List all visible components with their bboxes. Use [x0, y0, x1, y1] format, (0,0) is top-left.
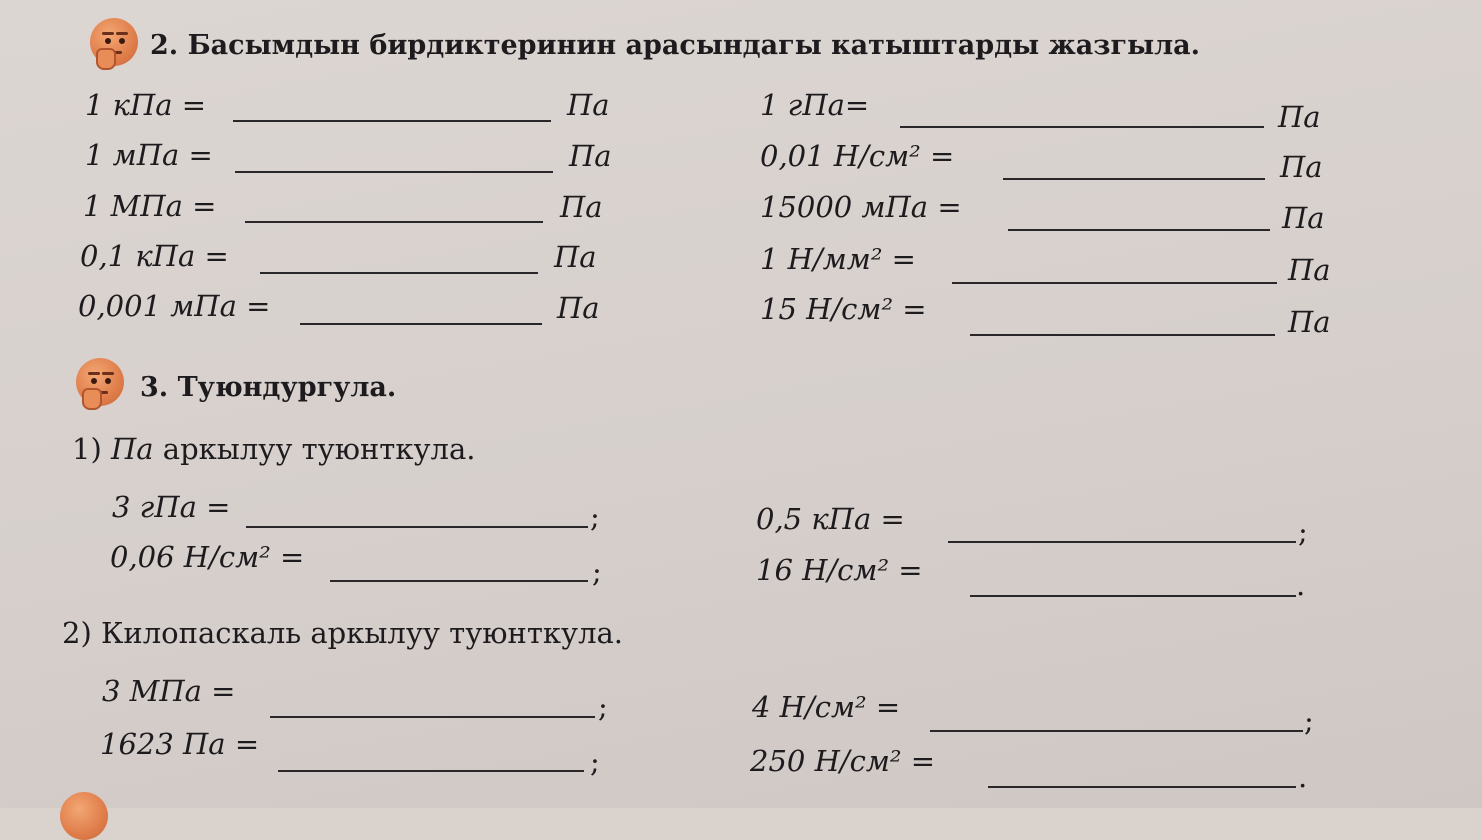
line-end-punct: . [1298, 760, 1308, 794]
sub1-unit: Па [110, 432, 154, 466]
task3-sub2-lhs-3: 1623 Па = [100, 727, 260, 761]
task3-sub1-lhs-2: 0,5 кПа = [756, 502, 905, 536]
unit-label: Па [1288, 253, 1331, 287]
answer-line[interactable] [246, 526, 588, 528]
sub1-number: 1) [72, 432, 102, 466]
task3-sub1-lhs-1: 3 гПа = [112, 490, 231, 524]
thinking-face-icon [90, 18, 138, 66]
line-end-punct: ; [590, 745, 600, 779]
task2-left-lhs-3: 1 МПа = [83, 189, 217, 223]
unit-label: Па [554, 240, 597, 274]
answer-line[interactable] [988, 786, 1296, 788]
task3-sub1-lhs-3: 0,06 Н/см² = [110, 540, 305, 574]
line-end-punct: ; [1304, 704, 1314, 738]
answer-line[interactable] [970, 334, 1275, 336]
task3-sub1-prompt [72, 432, 475, 466]
unit-label: Па [1278, 100, 1321, 134]
answer-line[interactable] [1008, 229, 1270, 231]
answer-line[interactable] [930, 730, 1303, 732]
task2-left-lhs-5: 0,001 мПа = [78, 289, 271, 323]
line-end-punct: . [1296, 568, 1306, 602]
line-end-punct: ; [1298, 515, 1308, 549]
answer-line[interactable] [260, 272, 538, 274]
task2-right-lhs-2: 0,01 Н/см² = [760, 139, 955, 173]
unit-label: Па [560, 190, 603, 224]
task2-title: 2. Басымдын бирдиктеринин арасындагы катыштарды жазгыла. [150, 30, 1201, 61]
unit-label: Па [1282, 201, 1325, 235]
line-end-punct: ; [592, 555, 602, 589]
task3-sub2-lhs-1: 3 МПа = [102, 674, 236, 708]
task2-right-lhs-5: 15 Н/см² = [760, 292, 927, 326]
sub1-prompt-text: аркылуу туюнткула. [153, 432, 476, 466]
answer-line[interactable] [330, 580, 588, 582]
task2-right-lhs-4: 1 Н/мм² = [760, 242, 916, 276]
answer-line[interactable] [245, 221, 543, 223]
answer-line[interactable] [970, 595, 1296, 597]
task2-left-lhs-4: 0,1 кПа = [80, 239, 229, 273]
answer-line[interactable] [1003, 178, 1265, 180]
answer-line[interactable] [952, 282, 1277, 284]
thinking-face-icon [76, 358, 124, 406]
task2-left-lhs-1: 1 кПа = [85, 88, 207, 122]
unit-label: Па [557, 291, 600, 325]
task3-sub1-lhs-4: 16 Н/см² = [756, 553, 923, 587]
answer-line[interactable] [278, 770, 584, 772]
answer-line[interactable] [270, 716, 595, 718]
answer-line[interactable] [300, 323, 542, 325]
unit-label: Па [1288, 305, 1331, 339]
line-end-punct: ; [598, 690, 608, 724]
task2-right-lhs-1: 1 гПа= [760, 88, 870, 122]
answer-line[interactable] [235, 171, 553, 173]
answer-line[interactable] [233, 120, 551, 122]
task3-sub2-lhs-2: 4 Н/см² = [752, 690, 901, 724]
thinking-face-icon [60, 792, 108, 840]
unit-label: Па [569, 139, 612, 173]
unit-label: Па [567, 88, 610, 122]
task3-title: 3. Туюндургула. [140, 372, 397, 403]
answer-line[interactable] [900, 126, 1264, 128]
line-end-punct: ; [590, 500, 600, 534]
task2-left-lhs-2: 1 мПа = [85, 138, 213, 172]
task3-sub2-lhs-4: 250 Н/см² = [750, 744, 936, 778]
task2-right-lhs-3: 15000 мПа = [760, 190, 962, 224]
task3-sub2-prompt: 2) Килопаскаль аркылуу туюнткула. [62, 616, 624, 650]
unit-label: Па [1280, 150, 1323, 184]
answer-line[interactable] [948, 541, 1296, 543]
